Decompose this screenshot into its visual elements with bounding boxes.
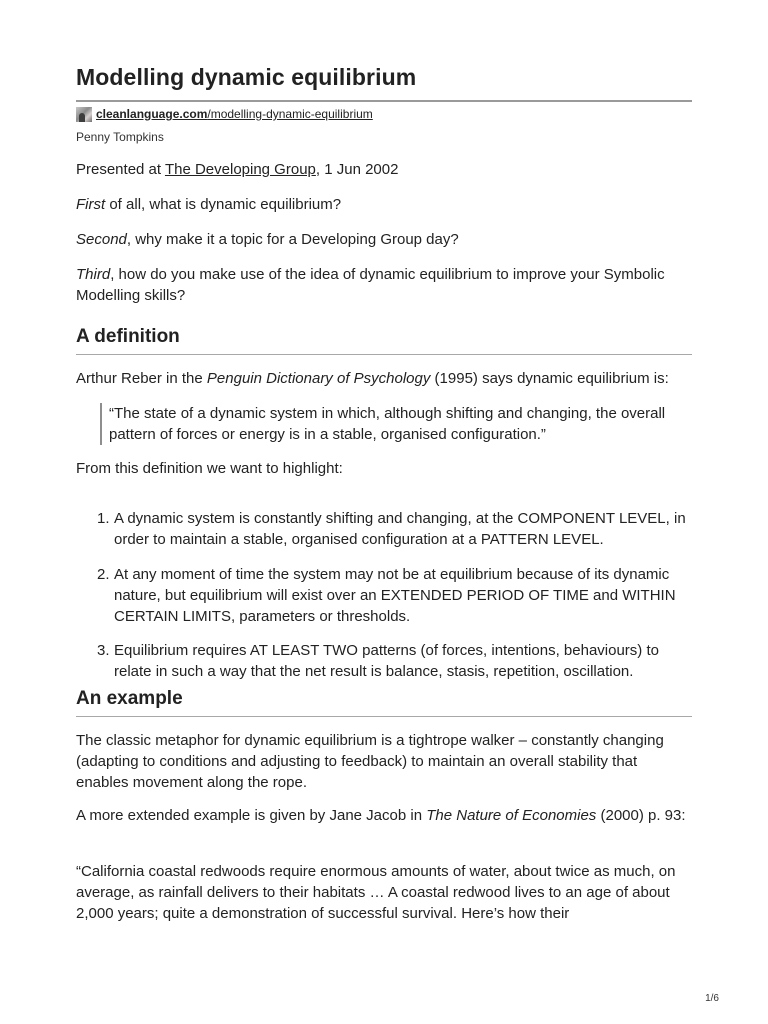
- example-paragraph-1: The classic metaphor for dynamic equilibrium is a tightrope walker – constantly changing (adapting to conditions and adjusting to feedback) to maintain an overall stability that enables movement along the rope.: [76, 732, 664, 791]
- highlight-intro: From this definition we want to highlight:: [76, 460, 343, 477]
- definition-quote: “The state of a dynamic system in which, although shifting and changing, the overall pattern of forces or energy is in a stable, organised configuration.”: [100, 403, 697, 445]
- example-paragraph-2: A more extended example is given by Jane Jacob in The Nature of Economies (2000) p. 93:: [76, 807, 686, 824]
- presented-line: Presented at The Developing Group, 1 Jun 2002: [76, 161, 399, 178]
- list-item: 3. Equilibrium requires AT LEAST TWO patterns (of forces, intentions, behaviours) to relate in such a way that the net result is balance, stasis, repetition, oscillation.: [97, 642, 659, 680]
- definition-divider: [76, 354, 692, 355]
- question-first: First of all, what is dynamic equilibrium?: [76, 196, 342, 213]
- question-second: Second, why make it a topic for a Developing Group day?: [76, 231, 459, 248]
- heading-example: An example: [76, 688, 183, 709]
- definition-intro: Arthur Reber in the Penguin Dictionary of Psychology (1995) says dynamic equilibrium is:: [76, 370, 669, 387]
- heading-definition: A definition: [76, 326, 180, 347]
- source-link[interactable]: [96, 107, 373, 121]
- page-title: Modelling dynamic equilibrium: [76, 64, 417, 90]
- developing-group-link[interactable]: The Developing Group: [164, 161, 316, 178]
- example-paragraph-3: “California coastal redwoods require enormous amounts of water, about twice as much, on average, as rainfall delivers to their habitats … A coastal redwood lives to an age of about 2,000 years; quite a demonstration of successful survival. Here’s how their: [76, 863, 676, 922]
- example-divider: [76, 716, 692, 717]
- source-path: /modelling-dynamic-equilibrium: [207, 107, 373, 121]
- site-favicon-icon: [76, 107, 92, 122]
- source-domain: cleanlanguage.com: [96, 107, 208, 121]
- list-item: 2. At any moment of time the system may not be at equilibrium because of its dynamic nature, but equilibrium will exist over an EXTENDED PERIOD OF TIME and WITHIN CERTAIN LIMITS, parameters or thresholds.: [97, 566, 676, 625]
- title-divider: [76, 100, 692, 102]
- list-item: 1. A dynamic system is constantly shifting and changing, at the COMPONENT LEVEL, in order to maintain a stable, organised configuration at a PATTERN LEVEL.: [97, 510, 686, 548]
- question-third: Third, how do you make use of the idea of dynamic equilibrium to improve your Symbolic Modelling skills?: [76, 266, 665, 304]
- source-line: [76, 106, 373, 122]
- page-number: 1/6: [705, 993, 719, 1004]
- author-name: Penny Tompkins: [76, 130, 164, 144]
